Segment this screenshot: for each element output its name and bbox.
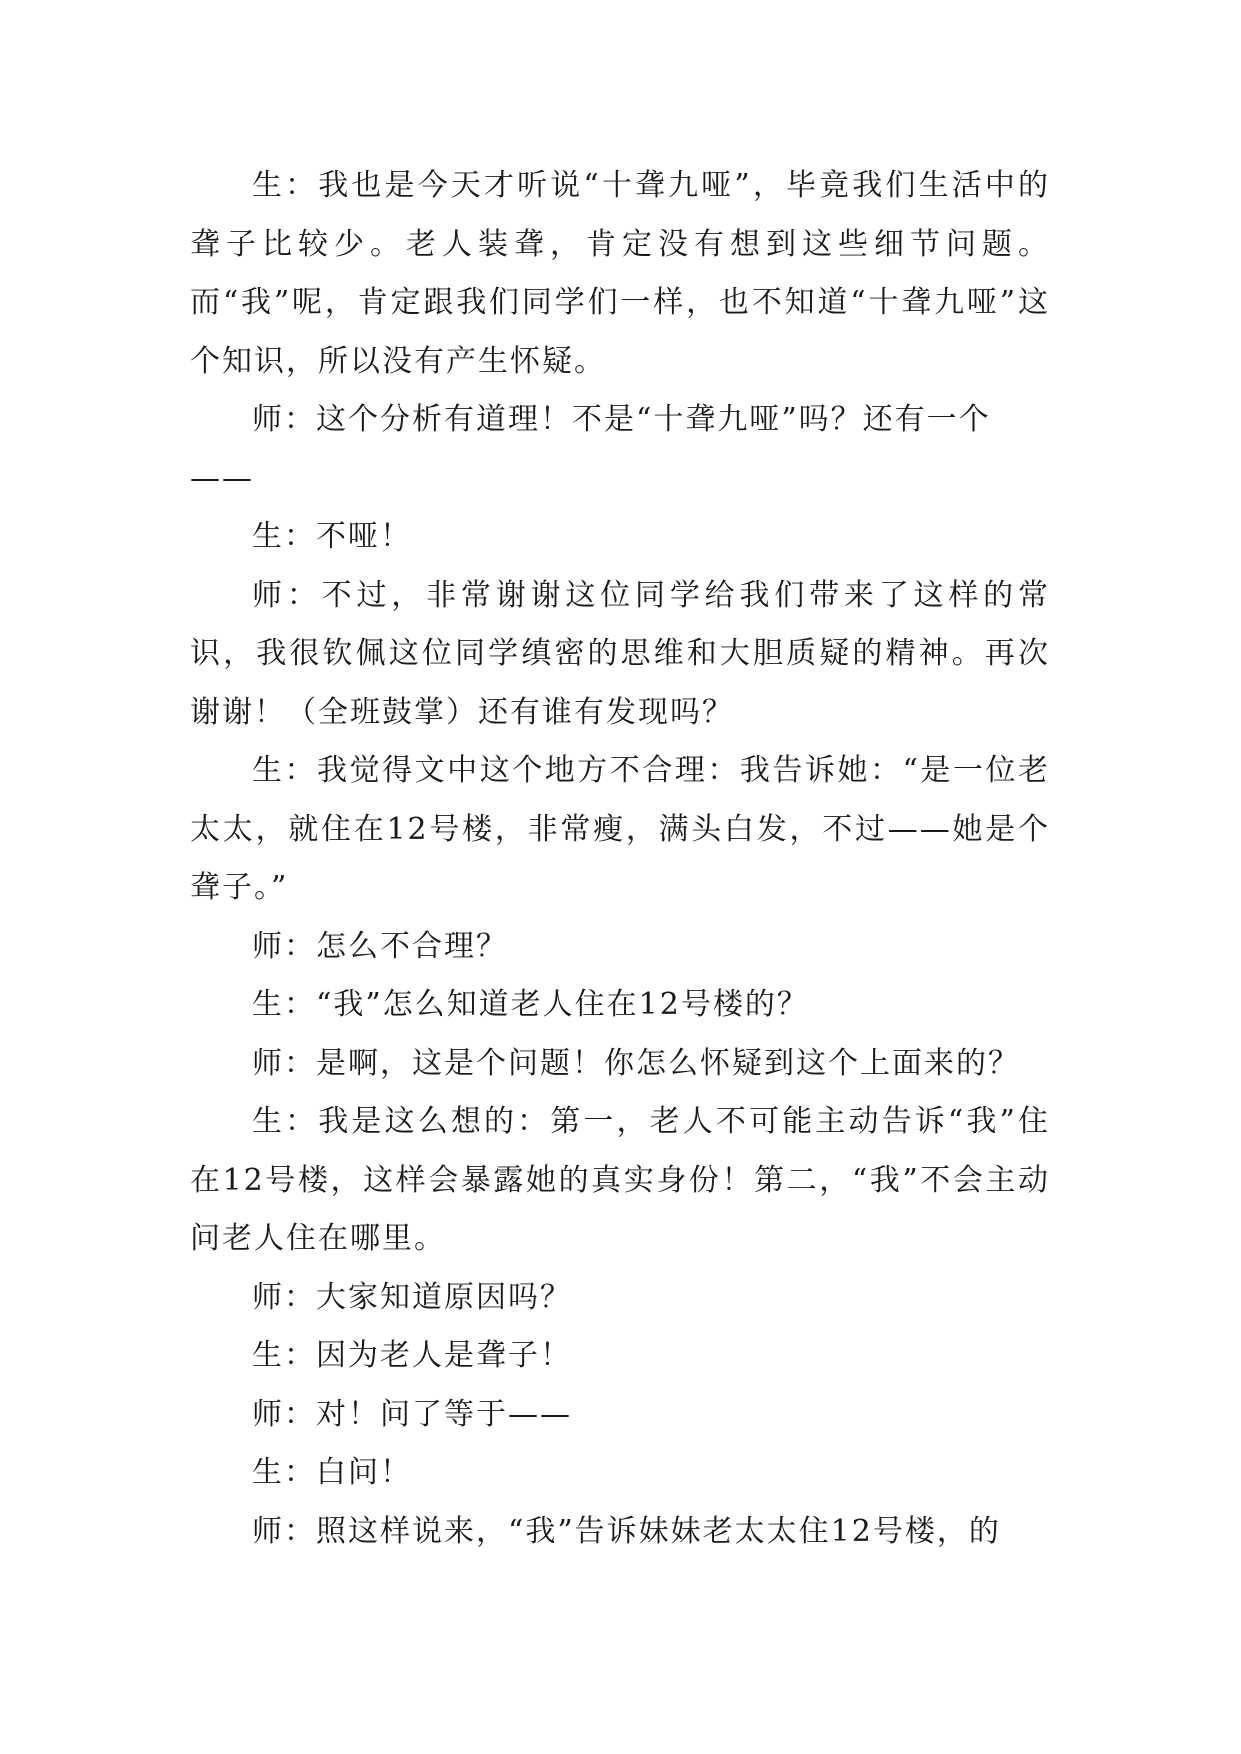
paragraph-teacher-2: 师：不过，非常谢谢这位同学给我们带来了这样的常识，我很钦佩这位同学缜密的思维和大胆质疑的精神。再次谢谢！（全班鼓掌）还有谁有发现吗？ bbox=[190, 577, 1050, 730]
paragraph-student-7: 生：白问！ bbox=[252, 1455, 412, 1490]
document-body bbox=[190, 157, 1050, 1561]
paragraph-teacher-3: 师：怎么不合理？ bbox=[252, 928, 508, 964]
paragraph-dash: —— bbox=[190, 460, 254, 496]
paragraph-student-2: 生：不哑！ bbox=[252, 519, 412, 554]
paragraph-teacher-4: 师：是啊，这是个问题！你怎么怀疑到这个上面来的？ bbox=[252, 1045, 1020, 1081]
paragraph-teacher-1: 师：这个分析有道理！不是“十聋九哑”吗？还有一个 bbox=[252, 402, 991, 437]
paragraph-student-1: 生：我也是今天才听说“十聋九哑”，毕竟我们生活中的聋子比较少。老人装聋，肯定没有想到这些细节问题。而“我”呢，肯定跟我们同学们一样，也不知道“十聋九哑”这个知识，所以没有产生怀疑。 bbox=[190, 168, 1050, 379]
paragraph-teacher-7: 师：照这样说来，“我”告诉妹妹老太太住12号楼，的 bbox=[252, 1513, 1001, 1549]
paragraph-student-6: 生：因为老人是聋子！ bbox=[252, 1338, 572, 1373]
paragraph-student-3: 生：我觉得文中这个地方不合理：我告诉她：“是一位老太太，就住在12号楼，非常瘦，满头白发，不过——她是个聋子。” bbox=[190, 753, 1050, 905]
paragraph-teacher-6: 师：对！问了等于—— bbox=[252, 1396, 572, 1432]
paragraph-student-4: 生：“我”怎么知道老人住在12号楼的？ bbox=[252, 987, 809, 1022]
paragraph-student-5: 生：我是这么想的：第一，老人不可能主动告诉“我”住在12号楼，这样会暴露她的真实身份！第二，“我”不会主动问老人住在哪里。 bbox=[190, 1104, 1050, 1256]
paragraph-teacher-5: 师：大家知道原因吗？ bbox=[252, 1279, 572, 1315]
